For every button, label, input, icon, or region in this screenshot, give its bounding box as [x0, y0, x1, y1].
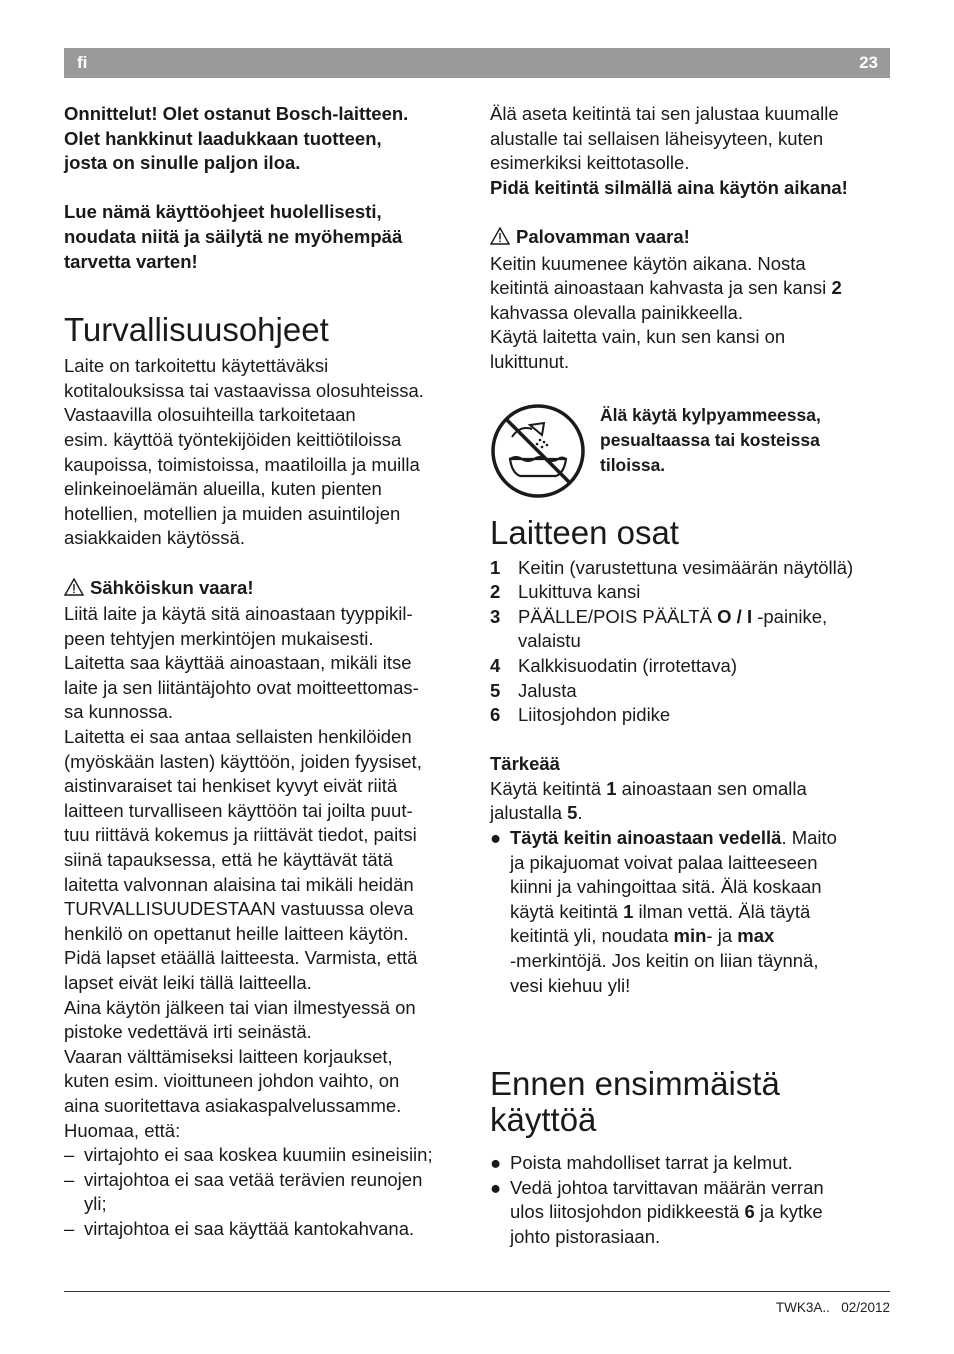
- text-line: kotitalouksissa tai vastaavissa olosuhteissa.: [64, 379, 424, 401]
- list-item: 5 Jalusta: [490, 679, 577, 701]
- publication-date: 02/2012: [841, 1300, 890, 1315]
- text-line: pesualtaassa tai kosteissa: [600, 429, 820, 450]
- text-line: kuten esim. vioittuneen johdon vaihto, on: [64, 1070, 400, 1092]
- text-line: kaupoissa, toimistoissa, maatiloilla ja muilla: [64, 453, 420, 475]
- text-line: tuu riittävä kokemus ja riittävät tiedot, paitsi: [64, 824, 417, 846]
- warning-triangle-icon: [490, 227, 510, 252]
- list-item: [64, 1217, 466, 1242]
- parts-heading: Laitteen osat: [490, 513, 679, 551]
- safety-heading: Turvallisuusohjeet: [64, 311, 329, 349]
- water-only-list: [490, 826, 890, 998]
- list-item: 6 Liitosjohdon pidike: [490, 704, 671, 726]
- power-cord-rules-list: [64, 1143, 466, 1241]
- text-line: laite ja sen liitäntäjohto ovat moitteettomas-: [64, 676, 419, 698]
- text-line: alustalle tai sellaisen läheisyyteen, kuten: [490, 127, 824, 149]
- text-line: aina suoritettava asiakaspalvelussamme.: [64, 1094, 402, 1116]
- important-heading: Tärkeää: [490, 753, 560, 775]
- text-line: sa kunnossa.: [64, 701, 174, 723]
- text-line: Aina käytön jälkeen tai vian ilmestyessä on: [64, 996, 416, 1018]
- text-line: (myöskään lasten) käyttöön, joiden fyysiset,: [64, 750, 422, 772]
- text-line: aistinvaraiset tai henkiset kyvyt eivät riitä: [64, 775, 398, 797]
- text-line: Vastaavilla olosuihteilla tarkoitetaan: [64, 404, 356, 426]
- list-item: [64, 1168, 466, 1217]
- list-item: 3 PÄÄLLE/POIS PÄÄLTÄ O / I -painike, valaistu: [490, 605, 828, 652]
- list-item: ● Täytä keitin ainoastaan vedellä. Maito ja pikajuomat voivat palaa laitteeseen kiinni ja vahingoittaa sitä. Älä koskaan käytä keitintä 1 ilman vettä. Älä täytä keitintä yli, noudata min- ja max -merkintöjä. Jos keitin on liian täynnä, vesi kiehuu yli!: [490, 827, 837, 996]
- bullet-marker: ●: [490, 827, 502, 849]
- dash-marker: –: [64, 1144, 75, 1166]
- footer-text: [776, 1296, 890, 1321]
- text-line: Laite on tarkoitettu käytettäväksi: [64, 355, 329, 377]
- safety-paragraph: [64, 354, 466, 551]
- no-wet-rooms-text: [600, 403, 890, 478]
- text-line: esim. käyttöä työntekijöiden keittiötiloissa: [64, 428, 402, 450]
- text-line: Keitin kuumenee käytön aikana. Nosta: [490, 252, 806, 274]
- text-line: elinkeinoelämän alueilla, kuten pienten: [64, 478, 382, 500]
- text-line: esimerkiksi keittotasolle.: [490, 152, 690, 174]
- first-use-list: [490, 1151, 890, 1249]
- text-line: Pidä lapset etäällä laitteesta. Varmista, että: [64, 947, 418, 969]
- page-header-bar: [64, 48, 890, 78]
- page-number: 23: [859, 53, 878, 72]
- text-line: Käytä keitintä 1 ainoastaan sen omalla: [490, 777, 807, 799]
- text-line: keitintä ainoastaan kahvasta ja sen kansi 2: [490, 277, 842, 299]
- text-line: Laitetta saa käyttää ainoastaan, mikäli itse: [64, 652, 412, 674]
- text-line: lapset eivät leiki tällä laitteella.: [64, 972, 312, 993]
- first-use-heading: Ennen ensimmäistä käyttöä: [490, 1065, 780, 1139]
- text-line: Älä aseta keitintä tai sen jalustaa kuumalle: [490, 103, 839, 124]
- dash-marker: –: [64, 1217, 75, 1239]
- text-line: siinä tapauksessa, että he käyttävät tätä: [64, 849, 394, 871]
- list-item: ● Vedä johtoa tarvittavan määrän verran ulos liitosjohdon pidikkeestä 6 ja kytke johto pistorasiaan.: [490, 1176, 824, 1247]
- list-item: ● Poista mahdolliset tarrat ja kelmut.: [490, 1151, 890, 1176]
- left-column: [64, 102, 466, 1242]
- text-line: hotellien, motellien ja muiden asuintilojen: [64, 502, 401, 524]
- list-item: 4 Kalkkisuodatin (irrotettava): [490, 654, 738, 676]
- text-line: Älä käytä kylpyammeessa,: [600, 404, 821, 425]
- intro-line: tarvetta varten!: [64, 250, 198, 272]
- list-item: 1 Keitin (varustettuna vesimäärän näytöllä): [490, 556, 854, 578]
- text-line: Vaaran välttämiseksi laitteen korjaukset,: [64, 1045, 393, 1067]
- list-item-text: virtajohtoa ei saa vetää terävien reunojen: [84, 1168, 423, 1190]
- intro-line: Lue nämä käyttöohjeet huolellisesti,: [64, 201, 382, 223]
- language-code: fi: [77, 53, 88, 72]
- parts-list: [490, 556, 890, 728]
- text-line: peen tehtyjen merkintöjen mukaisesti.: [64, 627, 374, 649]
- electric-shock-text: [64, 602, 466, 1143]
- text-line: kahvassa olevalla painikkeella.: [490, 301, 743, 323]
- warning-title: Palovamman vaara!: [516, 225, 690, 247]
- text-line: jalustalla 5.: [490, 802, 583, 824]
- burn-warning-heading: [490, 225, 890, 252]
- text-line: Liitä laite ja käytä sitä ainoastaan tyyppikil-: [64, 603, 413, 625]
- no-wet-rooms-notice: [490, 403, 890, 515]
- burn-text: [490, 252, 890, 375]
- congratulations-text: [64, 102, 466, 176]
- intro-line: noudata niitä ja säilytä ne myöhempää: [64, 225, 403, 247]
- hot-surface-text: [490, 102, 890, 176]
- text-line: Laitetta ei saa antaa sellaisten henkilöiden: [64, 726, 412, 748]
- text-line: pistoke vedettävä irti seinästä.: [64, 1021, 312, 1043]
- model-number: TWK3A..: [775, 1300, 830, 1315]
- text-line: lukittunut.: [490, 350, 570, 372]
- text-line: Huomaa, että:: [64, 1119, 181, 1141]
- bullet-marker: ●: [490, 1176, 502, 1198]
- list-item-text: yli;: [84, 1193, 107, 1215]
- warning-title: Sähköiskun vaara!: [90, 576, 254, 598]
- right-column: [490, 102, 890, 1250]
- warning-triangle-icon: [64, 578, 84, 603]
- list-item-text: virtajohtoa ei saa käyttää kantokahvana.: [84, 1217, 415, 1239]
- intro-line: josta on sinulle paljon iloa.: [64, 152, 301, 174]
- intro-line: Onnittelut! Olet ostanut Bosch-laitteen.: [64, 103, 409, 124]
- bullet-marker: ●: [490, 1152, 502, 1174]
- footer-divider: [64, 1291, 890, 1292]
- intro-line: Olet hankkinut laadukkaan tuotteen,: [64, 127, 382, 149]
- no-bathtub-icon: [490, 403, 586, 499]
- list-item: 2 Lukittuva kansi: [490, 581, 641, 603]
- list-item: [64, 1143, 466, 1168]
- text-line: laitetta valvonnan alaisina tai mikäli heidän: [64, 873, 414, 895]
- supervise-notice: Pidä keitintä silmällä aina käytön aikana!: [490, 176, 848, 198]
- important-text: [490, 777, 890, 826]
- read-instructions-text: [64, 200, 466, 274]
- text-line: TURVALLISUUDESTAAN vastuussa oleva: [64, 898, 414, 920]
- list-item-text: virtajohto ei saa koskea kuumiin esineisiin;: [84, 1144, 433, 1166]
- dash-marker: –: [64, 1168, 75, 1190]
- text-line: Käytä laitetta vain, kun sen kansi on: [490, 326, 786, 348]
- text-line: asiakkaiden käytössä.: [64, 527, 245, 549]
- text-line: tiloissa.: [600, 454, 666, 475]
- text-line: laitteen turvalliseen käyttöön tai joilta puut-: [64, 799, 413, 821]
- text-line: henkilö on opettanut heille laitteen käytön.: [64, 922, 409, 944]
- electric-shock-warning-heading: [64, 576, 466, 603]
